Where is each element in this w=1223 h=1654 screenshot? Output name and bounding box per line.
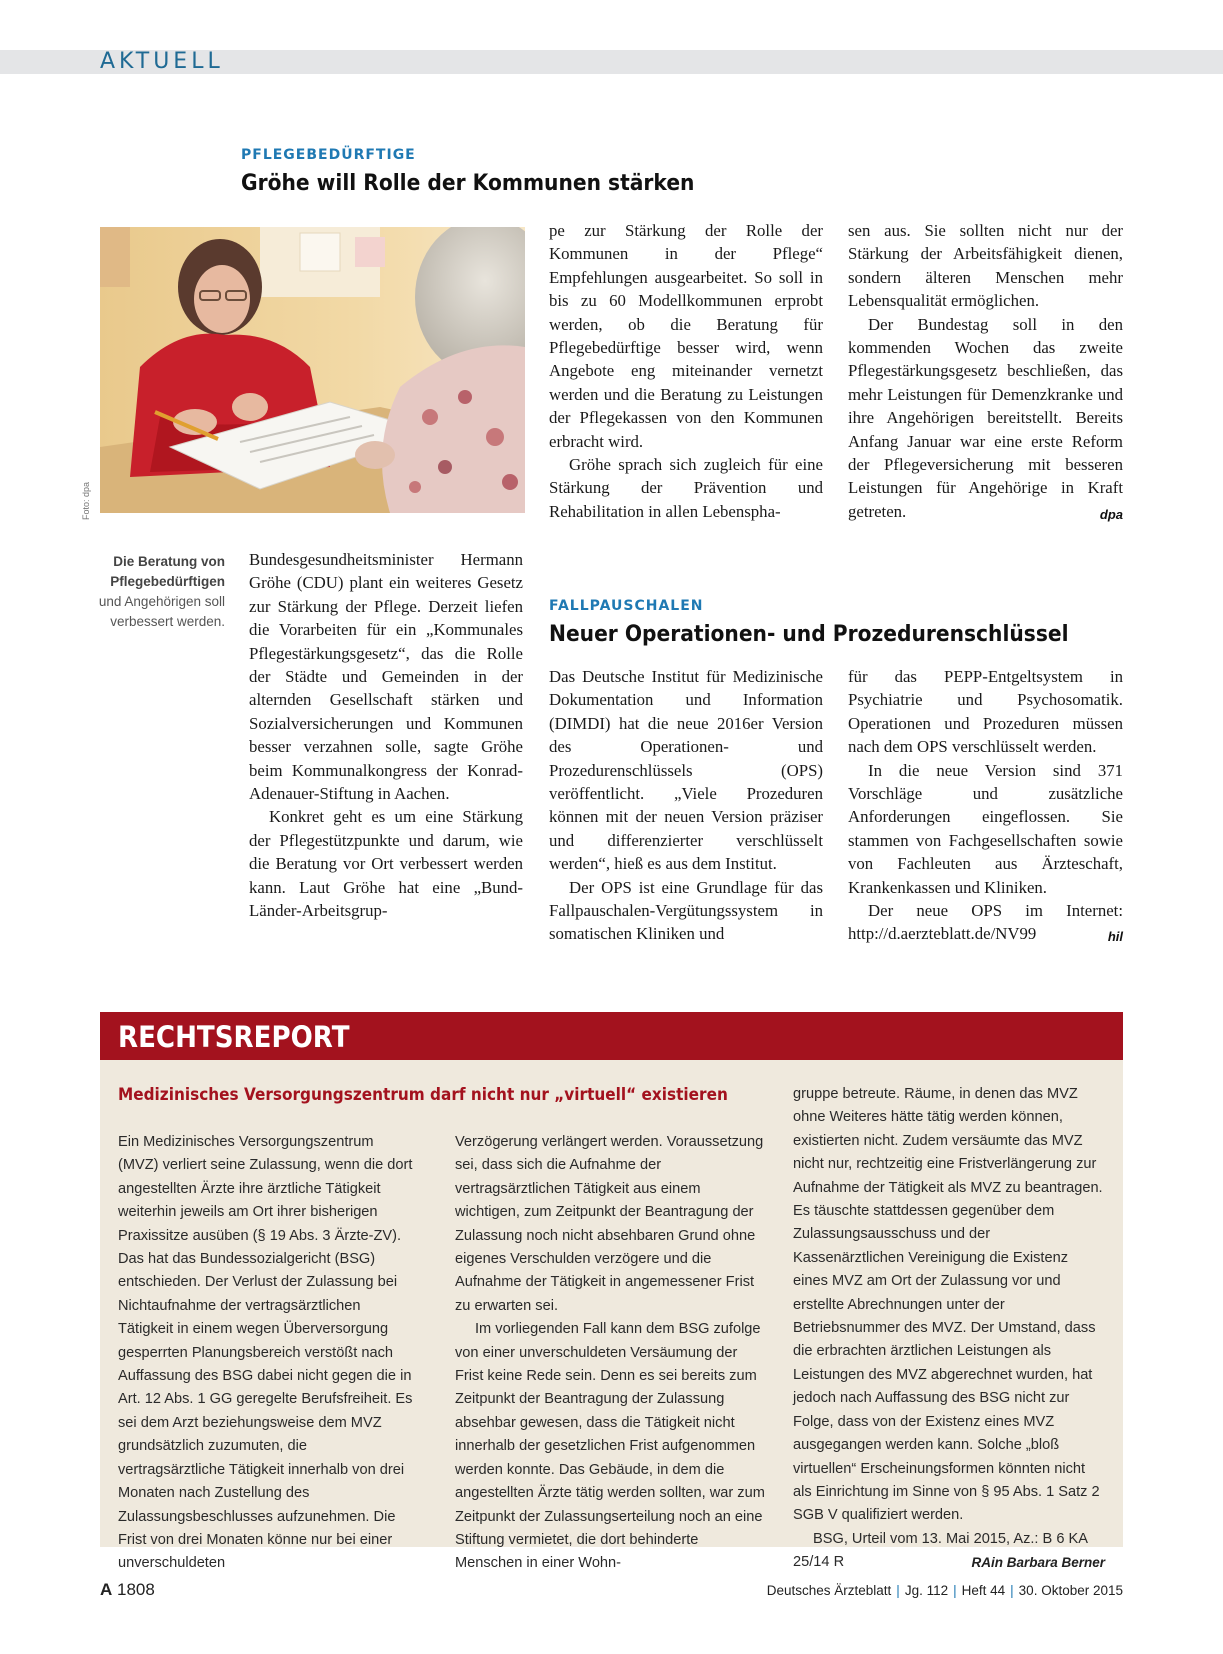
rechtsreport-column-1 (118, 1131, 418, 1576)
page-number (100, 1578, 155, 1602)
rechtsreport-column-3 (793, 1083, 1105, 1575)
journal-date: 30. Oktober 2015 (1018, 1583, 1123, 1598)
journal-volume: Jg. 112 (904, 1583, 949, 1598)
paragraph: Konkret geht es um eine Stärkung der Pflegestützpunkte und darum, wie die Beratung vor Ort verbessert werden kann. Laut Gröhe hat eine „Bund-Länder-Arbeitsgrup- (249, 807, 523, 921)
rechtsreport-headline: Medizinisches Versorgungszentrum darf nicht nur „virtuell“ existieren (118, 1085, 728, 1105)
article1-column-2 (549, 219, 823, 523)
paragraph: Bundesgesundheitsminister Hermann Gröhe (CDU) plant ein weiteres Gesetz zur Stärkung der Pflege. Derzeit liefen die Vorarbeiten für ein „Kommunales Pflegestärkungsgesetz“, das die Rolle der Städte und Gemeinden in der alternden Gesellschaft stärken und Sozialversicherungen und Kommunen besser verzahnen solle, sagte Gröhe beim Kommunalkongress der Konrad-Adenauer-Stiftung in Aachen. (249, 550, 523, 804)
article1-column-3 (848, 219, 1123, 526)
paragraph: Verzögerung verlängert werden. Voraussetzung sei, dass sich die Aufnahme der vertragsärztlichen Tätigkeit aus einem wichtigen, zum Zeitpunkt der Beantragung der Zulassung noch nicht absehbaren Grund ohne eigenes Verschulden verzögere und die Aufnahme der Tätigkeit in angemessener Frist zu erwarten sei. (455, 1134, 764, 1314)
caption-bold: Die Beratung von Pflegebedürftigen (110, 554, 225, 589)
article2-column-1 (549, 665, 823, 946)
page-number-value: 1808 (117, 1580, 155, 1599)
article2-signature: hil (1107, 929, 1123, 945)
journal-info: Deutsches Ärzteblatt | Jg. 112 | Heft 44 | 30. Oktober 2015 (766, 1583, 1123, 1598)
paragraph: In die neue Version sind 371 Vorschläge und zusätzliche Anforderungen eingeflossen. Sie stammen von Fachgesellschaften sowie von Fachleuten aus Ärzteschaft, Krankenkassen und Kliniken. (848, 760, 1123, 897)
article1-signature: dpa (1099, 506, 1123, 522)
paragraph: für das PEPP-Entgeltsystem in Psychiatrie und Psychosomatik. Operationen und Prozeduren müssen nach dem OPS verschlüsselt werden. (848, 667, 1123, 757)
photo-credit: Foto: dpa (81, 481, 91, 520)
paragraph: Das Deutsche Institut für Medizinische Dokumentation und Information (DIMDI) hat die neue 2016er Version des Operationen- und Prozedurenschlüssels (OPS) veröffentlicht. „Viele Prozeduren können mit der neuen Version präziser und differenzierter verschlüsselt werden“, hieß es aus dem Institut. (549, 667, 823, 874)
article1-headline: Gröhe will Rolle der Kommunen stärken (241, 171, 695, 196)
paragraph: Der OPS ist eine Grundlage für das Fallpauschalen-Vergütungssystem in somatischen Kliniken und (549, 877, 823, 944)
journal-name: Deutsches Ärzteblatt (766, 1583, 892, 1598)
consultation-photo (100, 227, 525, 513)
article2-headline: Neuer Operationen- und Prozedurenschlüssel (549, 622, 1069, 647)
article1-kicker: PFLEGEBEDÜRFTIGE (241, 147, 416, 163)
paragraph: Im vorliegenden Fall kann dem BSG zufolge von einer unverschuldeten Versäumung der Frist keine Rede sein. Denn es sei bereits zum Zeitpunkt der Beantragung der Zulassung absehbar gewesen, dass die Tätigkeit nicht innerhalb der gesetzlichen Frist aufgenommen werden konnte. Das Gebäude, in dem die angestellten Ärzte tätig werden sollten, war zum Zeitpunkt der Zulassungserteilung noch an eine Stiftung vermietet, die dort behinderte Menschen in einer Wohn- (455, 1321, 765, 1572)
paragraph: Der neue OPS im Internet: http://d.aerzteblatt.de/NV99 hil (848, 899, 1123, 946)
article1-column-1 (249, 548, 523, 923)
paragraph: Ein Medizinisches Versorgungszentrum (MVZ) verliert seine Zulassung, wenn die dort angestellten Ärzte ihre ärztliche Tätigkeit weiterhin jeweils am Ort ihrer bisherigen Praxissitze ausüben (§ 19 Abs. 3 Ärzte-ZV). Das hat das Bundessozialgericht (BSG) entschieden. Der Verlust der Zulassung bei Nichtaufnahme der vertragsärztlichen Tätigkeit in einem wegen Überversorgung gesperrten Planungsbereich verstößt nach Auffassung des BSG dabei nicht gegen die in Art. 12 Abs. 1 GG geregelte Berufsfreiheit. Es sei dem Arzt beziehungsweise dem MVZ grundsätzlich zuzumuten, die vertragsärztliche Tätigkeit innerhalb von drei Monaten nach Zustellung des Zulassungsbeschlusses aufzunehmen. Die Frist von drei Monaten könne nur bei einer unverschuldeten (118, 1134, 413, 1572)
caption-text: und Angehörigen soll verbessert werden. (98, 594, 225, 629)
paragraph: BSG, Urteil vom 13. Mai 2015, Az.: B 6 KA 25/14 R RAin Barbara Berner (793, 1528, 1105, 1575)
paragraph: Gröhe sprach sich zugleich für eine Stärkung der Prävention und Rehabilitation in allen Lebenspha- (549, 455, 823, 521)
article1-photo (100, 227, 525, 513)
paragraph: Der Bundestag soll in den kommenden Wochen das zweite Pflegestärkungsgesetz beschließen, das mehr Leistungen für Demenzkranke und ihre Angehörigen bereitstellt. Bereits Anfang Januar war eine erste Reform der Pflegeversicherung mit besseren Leistungen für Angehörige in Kraft getreten. dpa (848, 313, 1123, 524)
paragraph: pe zur Stärkung der Rolle der Kommunen in der Pflege“ Empfehlungen ausgearbeitet. So soll in bis zu 60 Modellkommunen erprobt werden, ob die Beratung für Pflegebedürftige besser wird, wenn Angebote eng miteinander vernetzt werden und die Beratung zu Leistungen der Pflegekassen von den Kommunen erbracht wird. (549, 221, 823, 451)
paragraph: sen aus. Sie sollten nicht nur der Stärkung der Arbeitsfähigkeit dienen, sondern älteren Menschen mehr Lebensqualität ermöglichen. (848, 221, 1123, 311)
rechtsreport-title: RECHTSREPORT (118, 1020, 350, 1054)
article2-column-2 (848, 665, 1123, 949)
rechtsreport-signature: RAin Barbara Berner (971, 1555, 1105, 1571)
article2-kicker: FALLPAUSCHALEN (549, 598, 704, 614)
page-prefix: A (100, 1580, 113, 1599)
section-label: AKTUELL (100, 49, 224, 74)
rechtsreport-column-2 (455, 1131, 765, 1576)
paragraph: gruppe betreute. Räume, in denen das MVZ ohne Weiteres hätte tätig werden können, existierten nicht. Zudem versäumte das MVZ nicht nur, rechtzeitig eine Fristverlängerung zur Aufnahme der Tätigkeit als MVZ zu beantragen. Es täuschte stattdessen gegenüber dem Zulassungsausschuss und der Kassenärztlichen Vereinigung die Existenz eines MVZ am Ort der Zulassung vor und erstellte Abrechnungen unter der Betriebsnummer des MVZ. Der Umstand, dass die erbrachten ärztlichen Leistungen als Leistungen des MVZ abgerechnet wurden, hat jedoch nach Auffassung des BSG nicht zur Folge, dass von der Existenz eines MVZ ausgegangen werden kann. Solche „bloß virtuellen“ Erscheinungsformen könnten nicht als Einrichtung im Sinne von § 95 Abs. 1 Satz 2 SGB V qualifiziert werden. (793, 1086, 1103, 1524)
photo-caption (92, 552, 225, 632)
journal-issue: Heft 44 (961, 1583, 1006, 1598)
